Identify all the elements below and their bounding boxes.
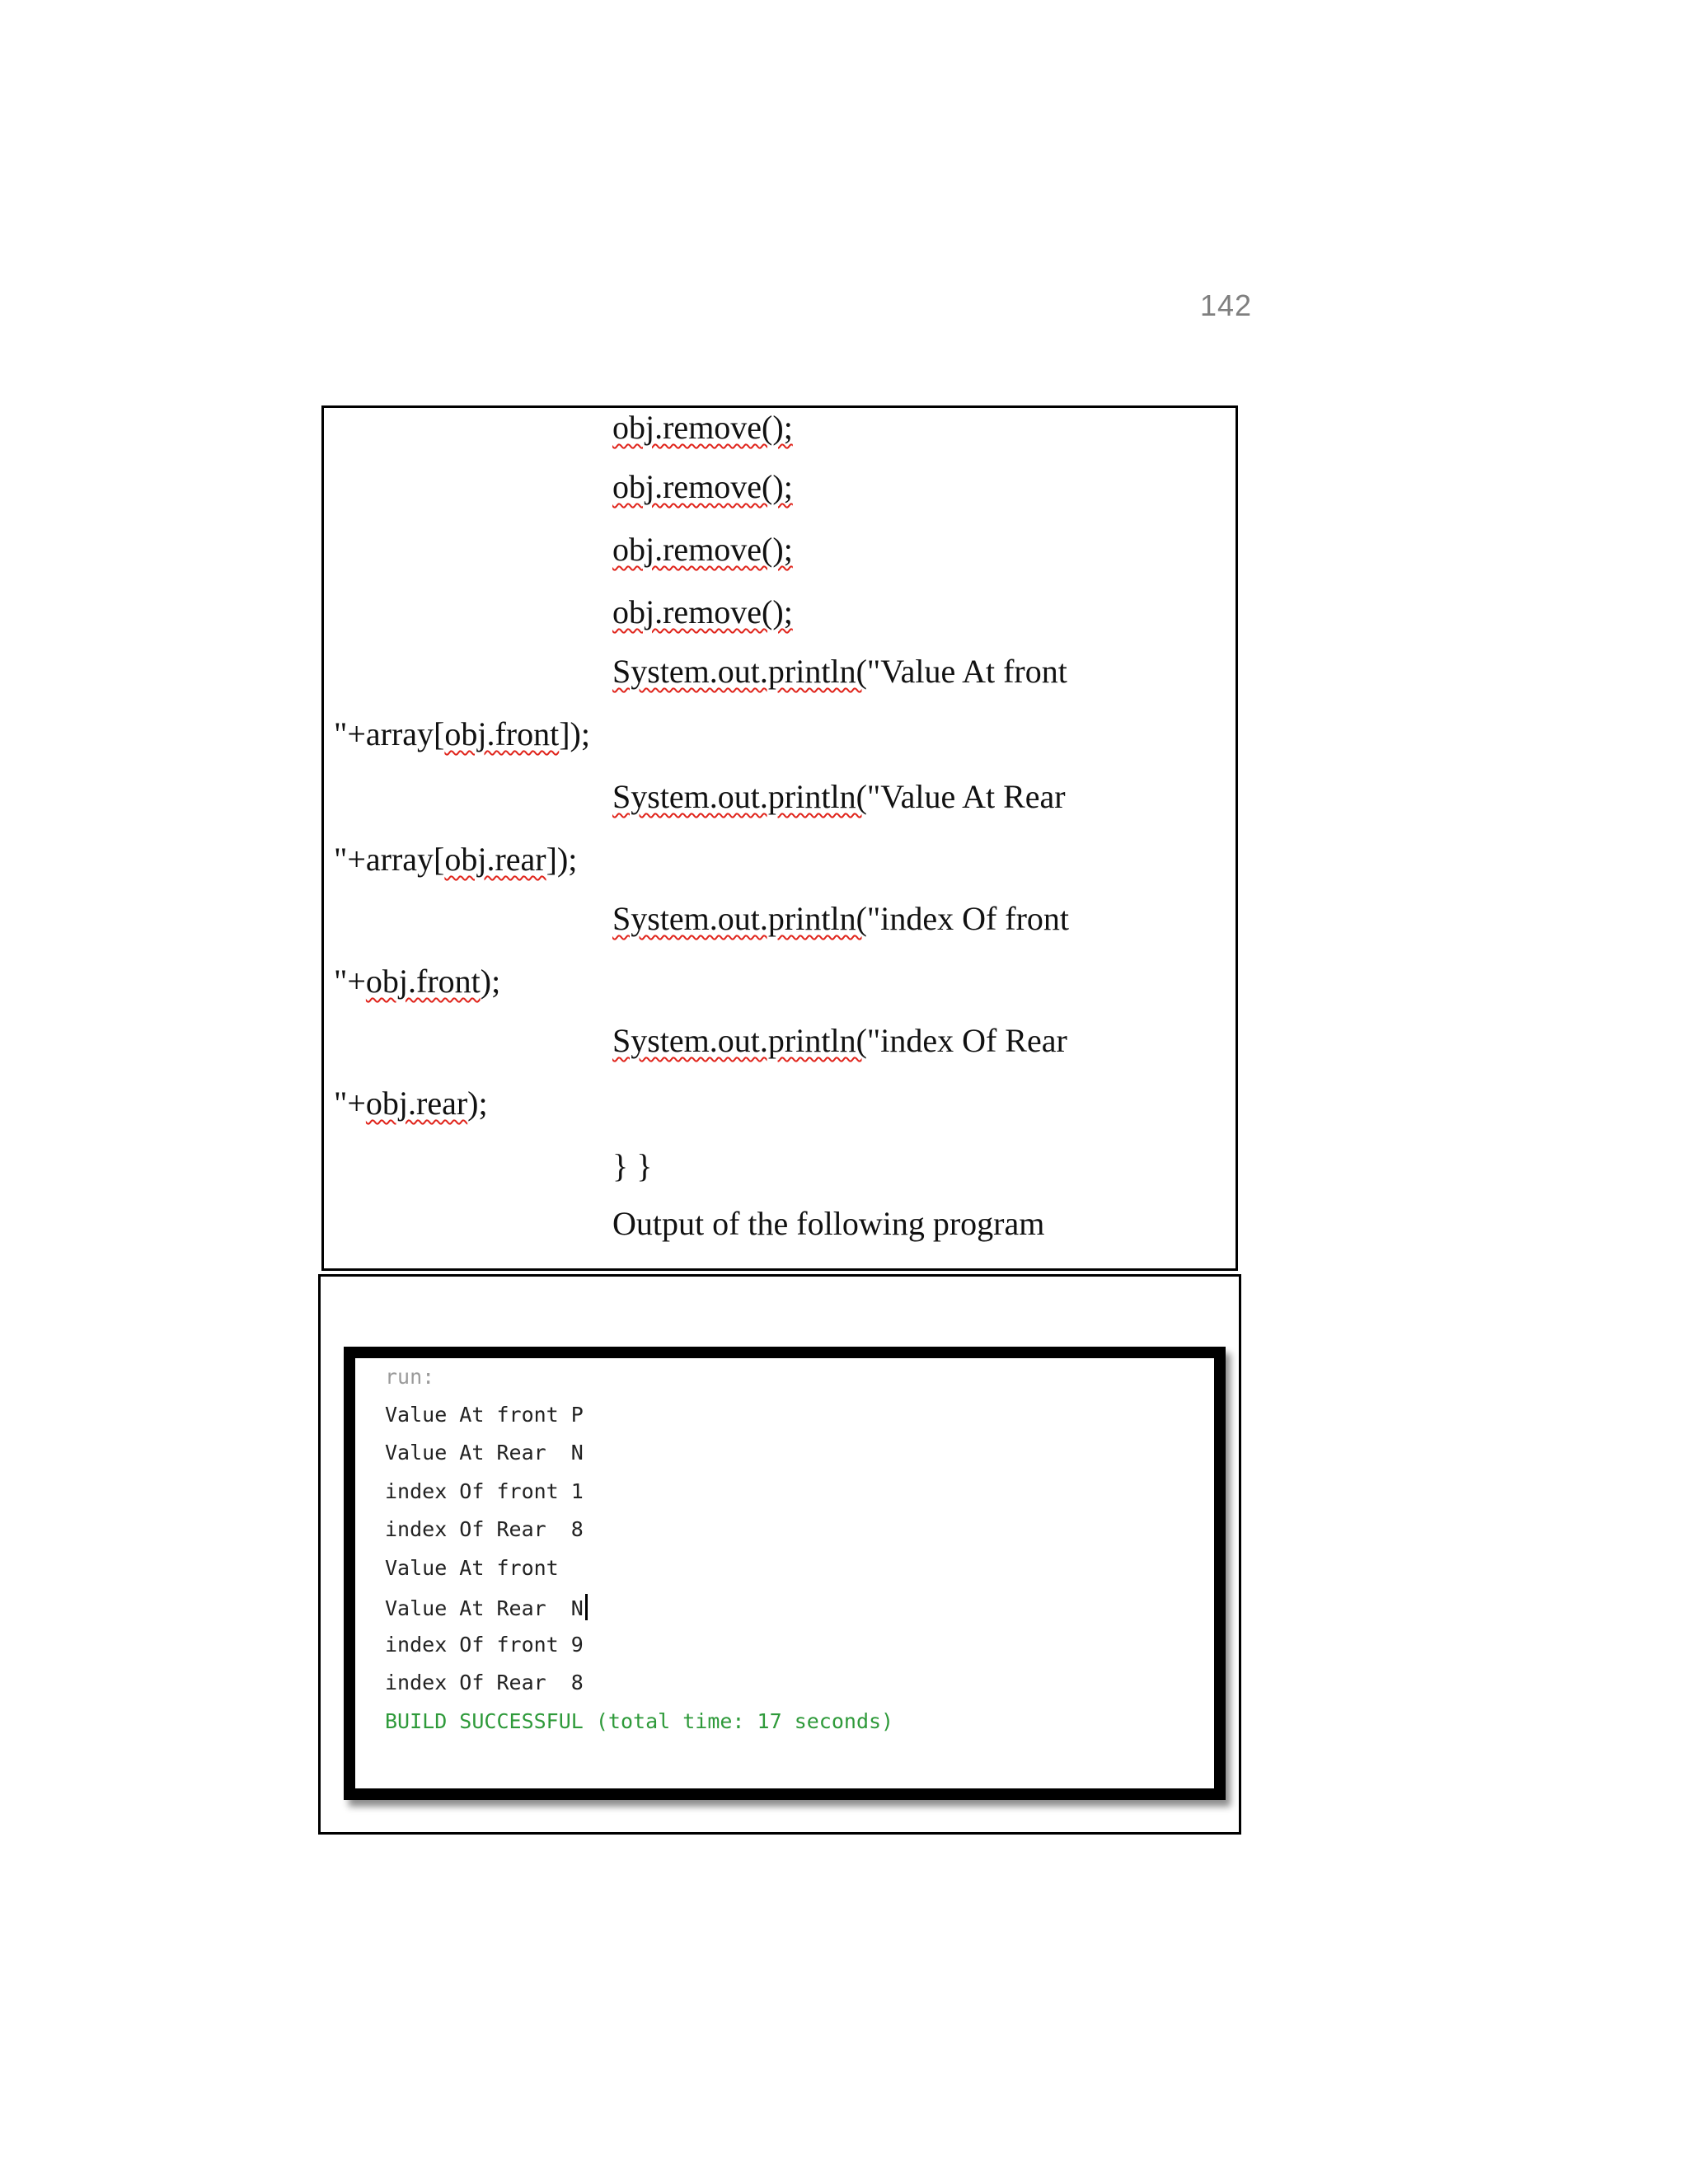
code-line-3: [612, 530, 793, 569]
code-text: "+: [334, 1085, 366, 1122]
code-text: "+array[: [334, 715, 445, 752]
code-token: System.out.println(: [612, 1022, 867, 1059]
text-caret: [585, 1594, 588, 1620]
code-text: } }: [612, 1147, 653, 1184]
output-figure: [318, 1274, 1241, 1835]
build-status: BUILD SUCCESSFUL (total time: 17 seconds): [385, 1709, 894, 1733]
code-token: System.out.println(: [612, 900, 867, 937]
code-line-1: [612, 408, 793, 448]
code-token: obj.front: [365, 963, 481, 1000]
code-token: obj.remove();: [612, 409, 793, 446]
code-text: ]);: [546, 841, 578, 878]
console-line: Value At front P: [385, 1403, 584, 1427]
console-line: run:: [385, 1365, 435, 1389]
code-line-6: [334, 715, 590, 754]
code-line-8: [334, 840, 577, 879]
console-line: index Of front 1: [385, 1479, 584, 1503]
code-token: System.out.println(: [612, 653, 867, 690]
code-text: "Value At Rear: [866, 778, 1066, 815]
code-line-12: [334, 1084, 488, 1123]
console-line: Value At Rear N: [385, 1596, 584, 1620]
console-line: Value At Rear N: [385, 1441, 584, 1465]
code-token: obj.remove();: [612, 531, 793, 568]
code-text: "+array[: [334, 841, 445, 878]
console-line-with-caret: [385, 1594, 588, 1621]
code-text: "+: [334, 963, 366, 1000]
output-caption: [612, 1204, 1044, 1244]
code-line-10: [334, 962, 500, 1001]
code-text: "index Of front: [866, 900, 1070, 937]
console-line: index Of Rear 8: [385, 1671, 584, 1694]
code-text: "index Of Rear: [866, 1022, 1067, 1059]
code-line-4: [612, 593, 793, 632]
code-text: Output of the following program: [612, 1205, 1045, 1242]
code-text: );: [480, 963, 501, 1000]
code-token: obj.remove();: [612, 593, 793, 630]
code-line-2: [612, 467, 793, 507]
console-line: Value At front: [385, 1556, 559, 1580]
code-token: obj.rear: [444, 841, 546, 878]
code-text: "Value At front: [866, 653, 1067, 690]
code-text: ]);: [559, 715, 590, 752]
console-line: index Of Rear 8: [385, 1517, 584, 1541]
code-listing: [321, 405, 1238, 1271]
code-line-5: [612, 652, 1067, 691]
console-line: index Of front 9: [385, 1633, 584, 1657]
code-line-11: [612, 1021, 1067, 1061]
code-line-13: [612, 1146, 652, 1186]
page-number: 142: [1200, 288, 1253, 322]
code-line-7: [612, 777, 1066, 817]
code-token: System.out.println(: [612, 778, 867, 815]
code-token: obj.rear: [365, 1085, 468, 1122]
console-output: [344, 1347, 1226, 1800]
code-line-9: [612, 899, 1069, 939]
code-text: );: [467, 1085, 488, 1122]
code-token: obj.remove();: [612, 468, 793, 505]
code-token: obj.front: [444, 715, 560, 752]
